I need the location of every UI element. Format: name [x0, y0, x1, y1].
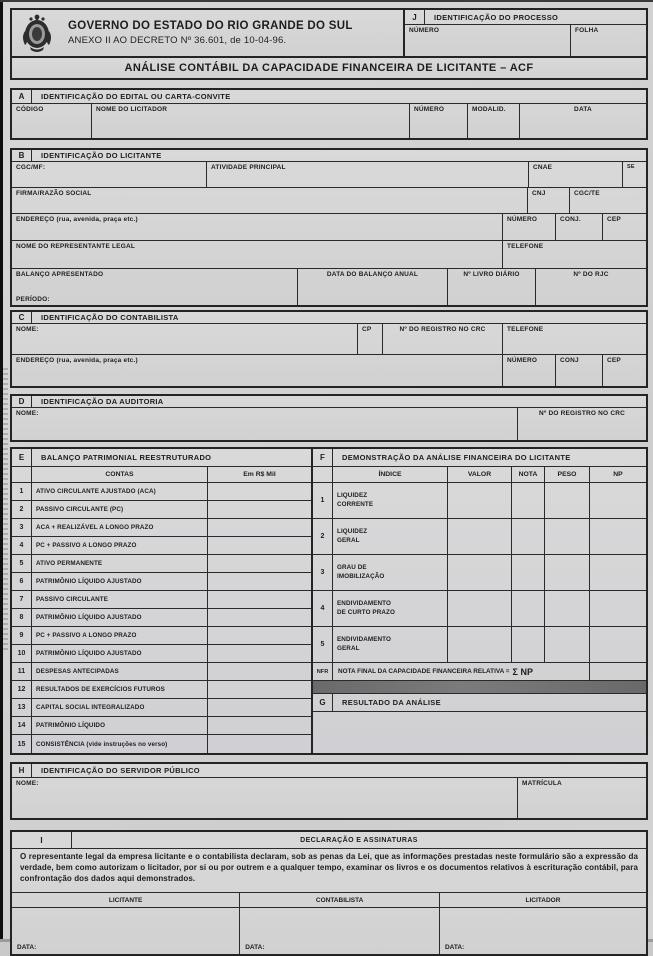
- section-a-title: IDENTIFICAÇÃO DO EDITAL OU CARTA-CONVITE: [41, 92, 231, 101]
- value-cell: [208, 573, 311, 590]
- valor-cell: [448, 519, 512, 554]
- section-c: [10, 310, 648, 388]
- contabilista-telefone-field: [503, 324, 646, 354]
- nfr-value-cell: [590, 663, 646, 680]
- row-num: 13: [12, 699, 32, 716]
- valor-cell: [448, 483, 512, 518]
- index-label: [333, 555, 448, 590]
- section-e-title: BALANÇO PATRIMONIAL REESTRUTURADO: [41, 453, 212, 462]
- row-label: PATRIMÔNIO LÍQUIDO AJUSTADO: [32, 573, 208, 590]
- value-cell: [208, 591, 311, 608]
- value-cell: [208, 627, 311, 644]
- row-num: 1: [313, 483, 333, 518]
- nota-cell: [512, 627, 545, 662]
- table-row: [12, 555, 311, 573]
- process-numero-label: NÚMERO: [409, 27, 440, 34]
- row-label: ATIVO PERMANENTE: [32, 555, 208, 572]
- peso-cell: [545, 591, 590, 626]
- section-c-title: IDENTIFICAÇÃO DO CONTABILISTA: [41, 313, 179, 322]
- row-label: PATRIMÔNIO LÍQUIDO AJUSTADO: [32, 609, 208, 626]
- row-num: 11: [12, 663, 32, 680]
- atividade-principal-field: [207, 162, 529, 187]
- livro-diario-field: [448, 269, 536, 305]
- acf-form: [10, 8, 648, 956]
- section-i: [10, 830, 648, 956]
- contabilista-endereco-field: [12, 355, 503, 386]
- row-label: PATRIMÔNIO LÍQUIDO: [32, 717, 208, 734]
- scan-edge-top: [0, 0, 653, 2]
- nota-cell: [512, 483, 545, 518]
- nota-cell: [512, 555, 545, 590]
- contabilista-signature-cell: [240, 908, 440, 954]
- section-j-title: IDENTIFICAÇÃO DO PROCESSO: [434, 12, 559, 22]
- sigma-np: Σ NP: [512, 666, 533, 677]
- index-label: [333, 627, 448, 662]
- section-letter-j: J: [405, 10, 425, 24]
- edital-modalidade-label: MODALID.: [472, 106, 506, 113]
- contabilista-numero-label: NÚMERO: [507, 357, 538, 364]
- peso-cell: [545, 519, 590, 554]
- section-h-title: IDENTIFICAÇÃO DO SERVIDOR PÚBLICO: [41, 766, 200, 775]
- row-label: DESPESAS ANTECIPADAS: [32, 663, 208, 680]
- row-label: PATRIMÔNIO LÍQUIDO AJUSTADO: [32, 645, 208, 662]
- form-header: [10, 8, 648, 58]
- index-label: [333, 483, 448, 518]
- section-f-title: DEMONSTRAÇÃO DA ANÁLISE FINANCEIRA DO LICITANTE: [342, 453, 571, 462]
- value-cell: [208, 537, 311, 554]
- table-row: [12, 627, 311, 645]
- nota-cell: [512, 591, 545, 626]
- section-h: [10, 762, 648, 820]
- process-folha-field: [570, 25, 646, 56]
- value-cell: [208, 645, 311, 662]
- value-cell: [208, 609, 311, 626]
- np-cell: [590, 519, 646, 554]
- government-titles: [68, 20, 353, 46]
- cgcmf-field: [12, 162, 207, 187]
- np-cell: [590, 627, 646, 662]
- table-row: [12, 591, 311, 609]
- index-row: [313, 519, 646, 555]
- section-g-title: RESULTADO DA ANÁLISE: [342, 698, 441, 707]
- government-block: [12, 10, 403, 56]
- contabilista-cp-label: CP: [362, 326, 372, 333]
- servidor-nome-field: [12, 778, 518, 818]
- shaded-band: [313, 681, 646, 694]
- table-row: [12, 681, 311, 699]
- section-letter-a: A: [12, 90, 32, 103]
- index-label-line1: ENDIVIDAMENTO: [337, 600, 392, 608]
- value-cell: [208, 699, 311, 716]
- np-cell: [590, 555, 646, 590]
- contabilista-cp-field: [358, 324, 383, 354]
- representante-legal-field: [12, 241, 503, 268]
- section-f-table: [313, 447, 648, 755]
- valor-cell: [448, 591, 512, 626]
- index-label-line1: ENDIVIDAMENTO: [337, 636, 392, 644]
- nota-column-header: NOTA: [512, 467, 545, 482]
- row-num: 2: [12, 501, 32, 518]
- row-num: 8: [12, 609, 32, 626]
- table-row: [12, 573, 311, 591]
- row-num: 9: [12, 627, 32, 644]
- edital-numero-label: NÚMERO: [414, 106, 445, 113]
- np-cell: [590, 483, 646, 518]
- auditoria-crc-label: Nº DO REGISTRO NO CRC: [538, 410, 626, 417]
- rjc-label: Nº DO RJC: [573, 271, 609, 278]
- np-cell: [590, 591, 646, 626]
- contabilista-numero-field: [503, 355, 556, 386]
- row-num: 5: [12, 555, 32, 572]
- section-f-column-headers: [313, 467, 646, 483]
- table-row: [12, 519, 311, 537]
- row-label: CONSISTÊNCIA (vide instruções no verso): [32, 735, 208, 753]
- row-num: 3: [313, 555, 333, 590]
- se-label: SE: [627, 164, 635, 170]
- row-label: ACA + REALIZÁVEL A LONGO PRAZO: [32, 519, 208, 536]
- table-row: [12, 663, 311, 681]
- numero-endereco-label: NÚMERO: [507, 216, 538, 223]
- valor-cell: [448, 627, 512, 662]
- section-letter-f: F: [313, 449, 333, 466]
- index-label: [333, 591, 448, 626]
- contabilista-data-label: DATA:: [245, 944, 265, 951]
- table-row: [12, 609, 311, 627]
- row-num: 2: [313, 519, 333, 554]
- servidor-matricula-label: MATRÍCULA: [522, 780, 562, 787]
- index-row: [313, 591, 646, 627]
- licitador-data-label: DATA:: [444, 944, 465, 951]
- contabilista-telefone-label: TELEFONE: [507, 326, 544, 333]
- row-num: 12: [12, 681, 32, 698]
- conj-label: CONJ.: [560, 216, 581, 223]
- se-field: [623, 162, 646, 187]
- state-coat-of-arms-icon: [20, 13, 54, 53]
- value-cell: [208, 717, 311, 734]
- row-num: 6: [12, 573, 32, 590]
- balanco-apresentado-label: BALANÇO APRESENTADO: [16, 271, 104, 278]
- section-i-title: DECLARAÇÃO E ASSINATURAS: [300, 836, 418, 844]
- balance-and-analysis-tables: [10, 447, 648, 755]
- contabilista-crc-label: Nº DO REGISTRO NO CRC: [399, 326, 486, 333]
- value-cell: [208, 555, 311, 572]
- index-label-line2: CORRENTE: [337, 500, 374, 508]
- row-label: RESULTADOS DE EXERCÍCIOS FUTUROS: [32, 681, 208, 698]
- process-folha-label: FOLHA: [575, 27, 599, 34]
- contas-column-header: CONTAS: [32, 467, 208, 482]
- signature-row: [12, 908, 646, 954]
- atividade-principal-label: ATIVIDADE PRINCIPAL: [211, 164, 286, 171]
- value-cell: [208, 663, 311, 680]
- telefone-licitante-field: [503, 241, 646, 268]
- contabilista-nome-label: NOME:: [16, 326, 39, 333]
- nome-licitador-label: NOME DO LICITADOR: [96, 106, 168, 113]
- cep-label: CEP: [607, 216, 621, 223]
- section-d: [10, 394, 648, 442]
- contabilista-conj-field: [556, 355, 603, 386]
- value-cell: [208, 681, 311, 698]
- index-label: [333, 519, 448, 554]
- peso-cell: [545, 483, 590, 518]
- declaration-text: O representante legal da empresa licitante e o contabilista declaram, sob as penas da Lei, que as informações prestadas neste formulário são a expressão da verdade, bem como autorizam o licitador, por si ou por outrem e a qualquer tempo, examinar os livros e os documentos relativos à escrituração contábil, para confrontação dos dados aqui demonstrados.: [12, 849, 646, 893]
- table-row: [12, 645, 311, 663]
- licitante-signature-cell: [12, 908, 240, 954]
- row-num: 5: [313, 627, 333, 662]
- peso-cell: [545, 627, 590, 662]
- index-label-line2: GERAL: [337, 536, 360, 544]
- contabilista-nome-field: [12, 324, 358, 354]
- form-title: ANÁLISE CONTÁBIL DA CAPACIDADE FINANCEIRA DE LICITANTE – ACF: [124, 62, 534, 74]
- row-num: 14: [12, 717, 32, 734]
- cgcte-field: [570, 188, 646, 213]
- section-letter-g: G: [313, 694, 333, 711]
- row-label: PASSIVO CIRCULANTE (PC): [32, 501, 208, 518]
- table-row: [12, 717, 311, 735]
- resultado-analise-area: [313, 712, 646, 753]
- index-row: [313, 483, 646, 519]
- section-letter-b: B: [12, 150, 32, 161]
- form-title-bar: [10, 56, 648, 80]
- section-letter-h: H: [12, 764, 32, 777]
- auditoria-nome-field: [12, 408, 518, 440]
- balanco-apresentado-field: [12, 269, 298, 305]
- nfr-label-text: NOTA FINAL DA CAPACIDADE FINANCEIRA RELATIVA =: [338, 668, 510, 675]
- edital-data-field: [520, 104, 646, 138]
- section-g-header: [313, 694, 646, 712]
- valor-cell: [448, 555, 512, 590]
- contabilista-crc-field: [383, 324, 503, 354]
- contabilista-endereco-label: ENDEREÇO (rua, avenida, praça etc.): [16, 357, 138, 364]
- row-num: 7: [12, 591, 32, 608]
- section-letter-d: D: [12, 396, 32, 407]
- section-b: [10, 148, 648, 307]
- edital-numero-field: [410, 104, 468, 138]
- section-d-title: IDENTIFICAÇÃO DA AUDITORIA: [41, 397, 164, 406]
- periodo-label: PERÍODO:: [16, 296, 50, 303]
- index-row: [313, 555, 646, 591]
- table-row: [12, 537, 311, 555]
- row-label: PC + PASSIVO A LONGO PRAZO: [32, 537, 208, 554]
- indice-column-header: ÍNDICE: [333, 467, 448, 482]
- licitador-column-header: LICITADOR: [525, 896, 561, 904]
- servidor-matricula-field: [518, 778, 646, 818]
- firma-razao-social-field: [12, 188, 528, 213]
- cgcte-label: CGC/TE: [574, 190, 600, 197]
- cnj-field: [528, 188, 570, 213]
- index-label-line1: LIQUIDEZ: [337, 492, 368, 500]
- firma-razao-social-label: FIRMA/RAZÃO SOCIAL: [16, 190, 92, 197]
- nfr-num: NFR: [313, 663, 333, 680]
- row-label: PASSIVO CIRCULANTE: [32, 591, 208, 608]
- telefone-licitante-label: TELEFONE: [507, 243, 544, 250]
- numero-endereco-field: [503, 214, 556, 240]
- contabilista-cep-field: [603, 355, 646, 386]
- government-title: GOVERNO DO ESTADO DO RIO GRANDE DO SUL: [68, 20, 353, 32]
- data-balanco-anual-label: DATA DO BALANÇO ANUAL: [326, 271, 419, 278]
- representante-legal-label: NOME DO REPRESENTANTE LEGAL: [16, 243, 136, 250]
- index-label-line2: GERAL: [337, 644, 360, 652]
- section-j-header: [405, 10, 646, 25]
- decree-subtitle: ANEXO II AO DECRETO Nº 36.601, de 10-04-96.: [68, 35, 287, 46]
- nfr-label: [333, 663, 590, 680]
- row-num: 1: [12, 483, 32, 500]
- signature-column-headers: [12, 893, 646, 908]
- index-label-line1: GRAU DE: [337, 564, 367, 572]
- rjc-field: [536, 269, 646, 305]
- auditoria-nome-label: NOME:: [16, 410, 39, 417]
- edital-codigo-field: [12, 104, 92, 138]
- index-label-line1: LIQUIDEZ: [337, 528, 368, 536]
- value-cell: [208, 735, 311, 753]
- row-num: 3: [12, 519, 32, 536]
- nota-cell: [512, 519, 545, 554]
- contabilista-cep-label: CEP: [607, 357, 621, 364]
- value-cell: [208, 483, 311, 500]
- endereco-licitante-label: ENDEREÇO (rua, avenida, praça etc.): [16, 216, 138, 223]
- np-column-header: NP: [613, 471, 623, 478]
- edital-data-label: DATA: [574, 106, 592, 113]
- data-balanco-anual-field: [298, 269, 448, 305]
- left-margin-smudge: [3, 368, 8, 653]
- section-j-process-box: [403, 10, 646, 56]
- section-letter-e: E: [12, 449, 32, 466]
- servidor-nome-label: NOME:: [16, 780, 39, 787]
- endereco-licitante-field: [12, 214, 503, 240]
- peso-cell: [545, 555, 590, 590]
- table-row: [12, 735, 311, 753]
- section-j-fields: [405, 25, 646, 56]
- cnae-field: [529, 162, 623, 187]
- licitante-column-header: LICITANTE: [12, 893, 240, 907]
- row-num: 15: [12, 735, 32, 753]
- contabilista-column-header: CONTABILISTA: [240, 893, 440, 907]
- section-letter-i: I: [12, 832, 72, 848]
- index-label-line2: DE CURTO PRAZO: [337, 608, 395, 616]
- row-num: 4: [313, 591, 333, 626]
- table-row: [12, 501, 311, 519]
- row-label: CAPITAL SOCIAL INTEGRALIZADO: [32, 699, 208, 716]
- valor-column-header: VALOR: [448, 467, 512, 482]
- process-numero-field: [405, 25, 570, 56]
- nfr-row: [313, 663, 646, 681]
- section-b-title: IDENTIFICAÇÃO DO LICITANTE: [41, 151, 162, 160]
- row-label: PC + PASSIVO A LONGO PRAZO: [32, 627, 208, 644]
- table-row: [12, 699, 311, 717]
- auditoria-crc-field: [518, 408, 646, 440]
- value-cell: [208, 519, 311, 536]
- livro-diario-label: Nº LIVRO DIÁRIO: [463, 271, 520, 278]
- valor-column-header: Em R$ Mil: [243, 471, 276, 478]
- licitante-data-label: DATA:: [17, 944, 37, 951]
- conj-field: [556, 214, 603, 240]
- peso-column-header: PESO: [545, 467, 590, 482]
- contabilista-conj-label: CONJ: [560, 357, 579, 364]
- row-num: 4: [12, 537, 32, 554]
- value-cell: [208, 501, 311, 518]
- index-row: [313, 627, 646, 663]
- section-a: [10, 88, 648, 140]
- section-letter-c: C: [12, 312, 32, 323]
- nome-licitador-field: [92, 104, 410, 138]
- row-num: 10: [12, 645, 32, 662]
- licitador-signature-cell: [440, 908, 646, 954]
- cep-field: [603, 214, 646, 240]
- row-label: ATIVO CIRCULANTE AJUSTADO (ACA): [32, 483, 208, 500]
- edital-modalidade-field: [468, 104, 520, 138]
- index-label-line2: IMOBILIZAÇÃO: [337, 572, 385, 580]
- cgcmf-label: CGC/MF:: [16, 164, 46, 171]
- cnj-label: CNJ: [532, 190, 546, 197]
- cnae-label: CNAE: [533, 164, 553, 171]
- section-e-table: [10, 447, 313, 755]
- table-row: [12, 483, 311, 501]
- section-e-column-headers: [12, 467, 311, 483]
- edital-codigo-label: CÓDIGO: [16, 106, 44, 113]
